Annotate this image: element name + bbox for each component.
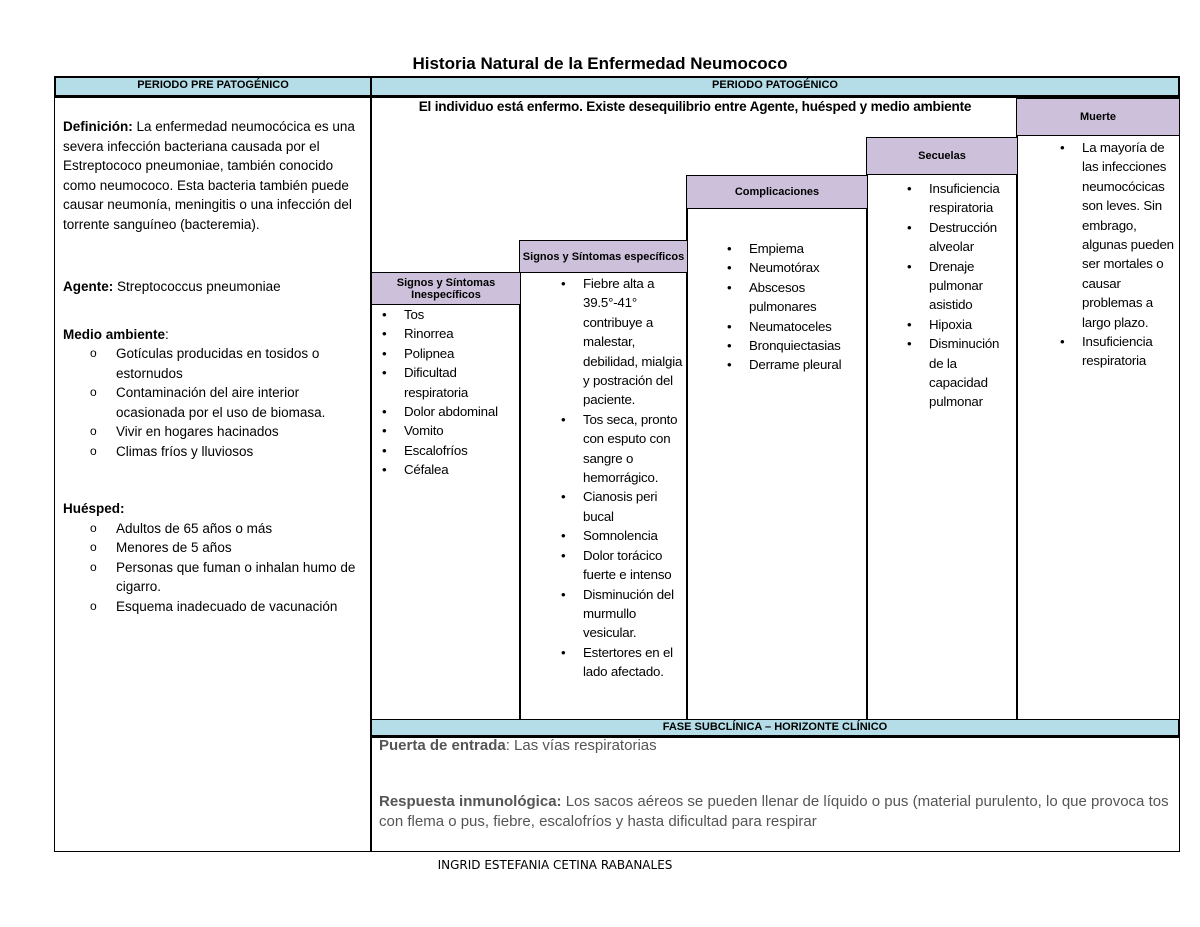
list-item: • Empiema (749, 239, 866, 258)
list-item: • Fiebre alta a 39.5°-41° contribuye a malestar, debilidad, mialgia y postración del paciente. (583, 274, 688, 410)
list-item: • Insuficiencia respiratoria (929, 179, 1016, 218)
list-item: • Dolor abdominal (404, 402, 519, 421)
especificos-list (522, 274, 688, 682)
header-prepatogenico: PERIODO PRE PATOGÉNICO (55, 77, 371, 96)
patogenico-statement: El individuo está enfermo. Existe desequilibrio entre Agente, huésped y medio ambiente (418, 99, 972, 114)
table-bottom-border (55, 851, 1180, 852)
puerta-entrada (379, 736, 1174, 756)
prepatogenico-content (63, 117, 366, 616)
complicaciones-content (689, 239, 866, 375)
definicion-text: La enfermedad neumocócica es una severa infección bacteriana causada por el Estreptococo pneumoniae, también conocido como neumococo. Esta bacteria también puede causar neumonía, meningitis o una infección del torrente sanguíneo (bacteremia). (63, 119, 355, 232)
muerte-header: Muerte (1016, 98, 1180, 136)
list-item: • Drenaje pulmonar asistido (929, 257, 1016, 315)
step-divider-1 (519, 240, 521, 719)
header-subclinica: FASE SUBCLÍNICA – HORIZONTE CLÍNICO (371, 719, 1179, 736)
muerte-list (1018, 138, 1178, 371)
list-item: • Polipnea (404, 344, 519, 363)
list-item: • Cianosis peri bucal (583, 487, 688, 526)
inespecificos-content (374, 305, 519, 480)
list-item: o Climas fríos y lluviosos (116, 442, 366, 462)
list-item: • Rinorrea (404, 324, 519, 343)
definicion-label: Definición: (63, 119, 133, 134)
medio-label: Medio ambiente (63, 326, 166, 342)
list-item: • Tos seca, pronto con esputo con sangre o hemorrágico. (583, 410, 688, 488)
table-left-border (54, 76, 55, 852)
inespecificos-list (374, 305, 519, 480)
entrada-label: Puerta de entrada (379, 737, 506, 754)
agente-text: Streptococcus pneumoniae (113, 279, 281, 294)
especificos-header: Signos y Síntomas específicos (519, 240, 688, 273)
medio-ambiente: Medio ambiente: (63, 326, 169, 342)
secuelas-content (868, 179, 1016, 412)
list-item: • Insuficiencia respiratoria (1082, 332, 1178, 371)
list-item: • Céfalea (404, 460, 519, 479)
header-underline (55, 96, 1180, 98)
list-item: • Derrame pleural (749, 355, 866, 374)
header-patogenico: PERIODO PATOGÉNICO (371, 77, 1179, 96)
huesped-list (63, 519, 366, 617)
agente (63, 277, 366, 297)
list-item: • Dificultad respiratoria (404, 363, 519, 402)
list-item: o Menores de 5 años (116, 538, 366, 558)
list-item: • Estertores en el lado afectado. (583, 643, 688, 682)
subclinica-content (379, 736, 1174, 832)
respuesta-label: Respuesta inmunológica: (379, 793, 562, 810)
definicion (63, 117, 366, 234)
especificos-content (522, 274, 688, 682)
list-item: • La mayoría de las infecciones neumocócicas son leves. Sin embrago, algunas pueden ser mortales o causar problemas a largo plazo. (1082, 138, 1178, 332)
list-item: • Tos (404, 305, 519, 324)
complicaciones-list (689, 239, 866, 375)
list-item: • Disminución del murmullo vesicular. (583, 585, 688, 643)
list-item: o Esquema inadecuado de vacunación (116, 597, 366, 617)
list-item: o Gotículas producidas en tosidos o estornudos (116, 344, 366, 383)
list-item: o Personas que fuman o inhalan humo de cigarro. (116, 558, 366, 597)
table-right-border (1179, 76, 1180, 852)
agente-label: Agente: (63, 279, 114, 294)
list-item: • Hipoxia (929, 315, 1016, 334)
author-footer: INGRID ESTEFANIA CETINA RABANALES (437, 858, 673, 872)
list-item: • Bronquiectasias (749, 336, 866, 355)
muerte-content (1018, 138, 1178, 371)
page-title: Historia Natural de la Enfermedad Neumococo (412, 54, 788, 73)
medio-list (63, 344, 366, 461)
list-item: • Destrucción alveolar (929, 218, 1016, 257)
list-item: • Neumotórax (749, 258, 866, 277)
huesped-label: Huésped: (63, 501, 125, 516)
list-item: • Disminución de la capacidad pulmonar (929, 334, 1016, 412)
list-item: • Vomito (404, 421, 519, 440)
list-item: o Contaminación del aire interior ocasionada por el uso de biomasa. (116, 383, 366, 422)
respuesta-text: Los sacos aéreos se pueden llenar de líquido o pus (material purulento, lo que provoca tos con flema o pus, fiebre, escalofríos y hasta dificultad para respirar (379, 793, 1169, 830)
list-item: • Dolor torácico fuerte e intenso (583, 546, 688, 585)
list-item: o Vivir en hogares hacinados (116, 422, 366, 442)
list-item: • Somnolencia (583, 526, 688, 545)
complicaciones-header: Complicaciones (686, 175, 868, 209)
secuelas-list (868, 179, 1016, 412)
list-item: o Adultos de 65 años o más (116, 519, 366, 539)
entrada-text: : Las vías respiratorias (505, 737, 657, 754)
respuesta-inmunologica (379, 792, 1174, 832)
list-item: • Neumatoceles (749, 317, 866, 336)
inespecificos-header: Signos y Síntomas Inespecíficos (371, 272, 521, 305)
secuelas-header: Secuelas (866, 137, 1018, 175)
list-item: • Escalofríos (404, 441, 519, 460)
list-item: • Abscesos pulmonares (749, 278, 866, 317)
